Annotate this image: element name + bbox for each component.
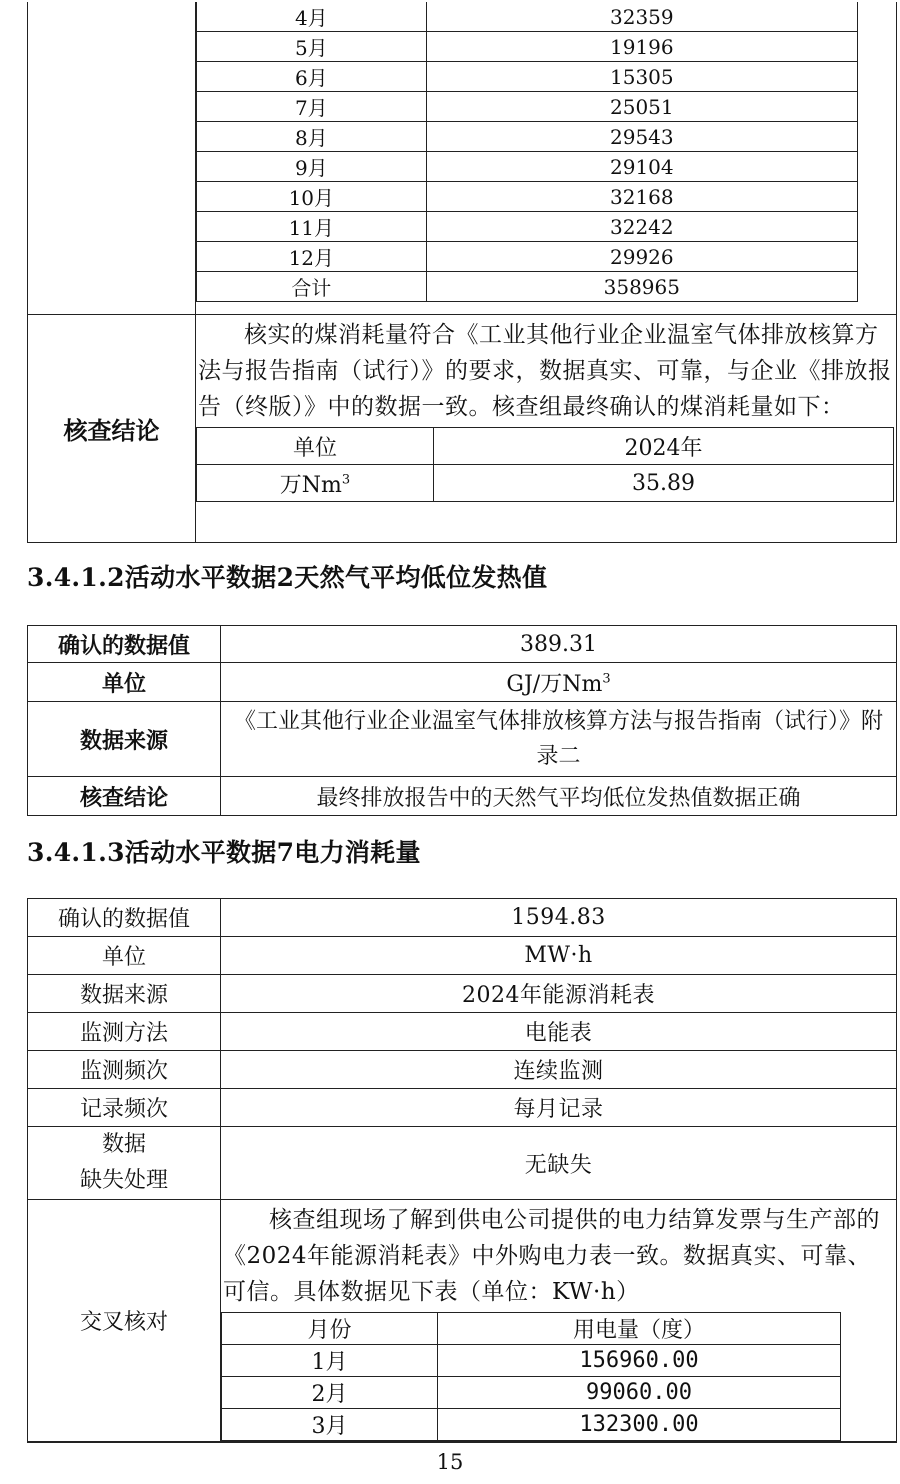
elec-confirmed-value: 1594.83 bbox=[221, 899, 897, 937]
gas-unit-label: 单位 bbox=[28, 663, 221, 702]
coal-consumption-table bbox=[27, 2, 897, 543]
monthly-coal-value: 29926 bbox=[426, 242, 857, 272]
monthly-coal-row bbox=[197, 92, 858, 122]
monthly-coal-month: 6月 bbox=[197, 62, 427, 92]
elec-unit-value: MW·h bbox=[221, 937, 897, 975]
elec-row-usage: 156960.00 bbox=[438, 1345, 841, 1377]
coal-unit-table bbox=[196, 427, 894, 502]
elec-unit-label: 单位 bbox=[28, 937, 221, 975]
monthly-electricity-row bbox=[222, 1409, 841, 1441]
coal-conclusion-text: 核实的煤消耗量符合《工业其他行业企业温室气体排放核算方法与报告指南（试行）》的要求，数据真实、可靠，与企业《排放报告（终版）》中的数据一致。核查组最终确认的煤消耗量如下： bbox=[198, 322, 892, 420]
coal-unit-value: 万Nm$^3$ bbox=[197, 465, 434, 502]
coal-confirmed-value: 35.89 bbox=[434, 465, 894, 502]
gas-heat-value-table bbox=[27, 625, 897, 816]
coal-conclusion-cell bbox=[196, 315, 897, 543]
monthly-coal-month: 10月 bbox=[197, 182, 427, 212]
monthly-electricity-row bbox=[222, 1345, 841, 1377]
section-heading-gas-heat-value: 3.4.1.2活动水平数据2天然气平均低位发热值 bbox=[27, 563, 548, 592]
monthly-coal-row bbox=[197, 212, 858, 242]
section-heading-electricity: 3.4.1.3活动水平数据7电力消耗量 bbox=[27, 838, 421, 867]
coal-unit-header: 单位 bbox=[197, 428, 434, 465]
monthly-coal-row bbox=[197, 152, 858, 182]
page-number: 15 bbox=[436, 1450, 464, 1474]
gas-conclusion-value: 最终排放报告中的天然气平均低位发热值数据正确 bbox=[221, 777, 897, 816]
gas-source-value: 《工业其他行业企业温室气体排放核算方法与报告指南（试行）》附录二 bbox=[221, 702, 897, 777]
elec-cross-check-cell bbox=[221, 1200, 897, 1442]
monthly-coal-value: 29543 bbox=[426, 122, 857, 152]
monthly-coal-value: 32168 bbox=[426, 182, 857, 212]
monthly-coal-row bbox=[197, 272, 858, 302]
monthly-coal-value: 25051 bbox=[426, 92, 857, 122]
monthly-coal-row bbox=[197, 2, 858, 32]
monthly-electricity-row bbox=[222, 1377, 841, 1409]
monthly-coal-month: 11月 bbox=[197, 212, 427, 242]
monthly-electricity-table bbox=[221, 1312, 841, 1441]
elec-row-usage: 132300.00 bbox=[438, 1409, 841, 1441]
elec-source-value: 2024年能源消耗表 bbox=[221, 975, 897, 1013]
elec-record-label: 记录频次 bbox=[28, 1089, 221, 1127]
gas-confirmed-label: 确认的数据值 bbox=[28, 626, 221, 663]
monthly-coal-month: 合计 bbox=[197, 272, 427, 302]
gas-unit-value: GJ/万Nm$^3$ bbox=[221, 663, 897, 702]
monthly-coal-value: 15305 bbox=[426, 62, 857, 92]
elec-missing-value: 无缺失 bbox=[221, 1127, 897, 1200]
elec-frequency-value: 连续监测 bbox=[221, 1051, 897, 1089]
monthly-coal-month: 5月 bbox=[197, 32, 427, 62]
elec-cross-check-text: 核查组现场了解到供电公司提供的电力结算发票与生产部的《2024年能源消耗表》中外购电力表一致。数据真实、可靠、可信。具体数据见下表（单位：KW·h） bbox=[223, 1207, 880, 1305]
monthly-coal-table bbox=[196, 2, 858, 302]
elec-month-header: 月份 bbox=[222, 1313, 438, 1345]
monthly-coal-month: 4月 bbox=[197, 2, 427, 32]
elec-row-month: 2月 bbox=[222, 1377, 438, 1409]
coal-conclusion-label: 核查结论 bbox=[28, 315, 196, 543]
elec-row-month: 1月 bbox=[222, 1345, 438, 1377]
monthly-coal-month: 12月 bbox=[197, 242, 427, 272]
table1-blank-label-cell bbox=[28, 2, 196, 315]
elec-missing-label: 数据 缺失处理 bbox=[28, 1127, 221, 1200]
monthly-coal-month: 9月 bbox=[197, 152, 427, 182]
elec-confirmed-label: 确认的数据值 bbox=[28, 899, 221, 937]
coal-year-header: 2024年 bbox=[434, 428, 894, 465]
monthly-coal-value: 29104 bbox=[426, 152, 857, 182]
elec-row-month: 3月 bbox=[222, 1409, 438, 1441]
gas-source-label: 数据来源 bbox=[28, 702, 221, 777]
monthly-coal-row bbox=[197, 122, 858, 152]
gas-conclusion-label: 核查结论 bbox=[28, 777, 221, 816]
monthly-table-cell bbox=[196, 2, 897, 315]
elec-method-label: 监测方法 bbox=[28, 1013, 221, 1051]
gas-confirmed-value: 389.31 bbox=[221, 626, 897, 663]
table3-bottom-border bbox=[27, 1441, 897, 1443]
monthly-coal-value: 32242 bbox=[426, 212, 857, 242]
monthly-coal-value: 32359 bbox=[426, 2, 857, 32]
elec-record-value: 每月记录 bbox=[221, 1089, 897, 1127]
monthly-coal-month: 7月 bbox=[197, 92, 427, 122]
monthly-coal-row bbox=[197, 242, 858, 272]
monthly-coal-value: 19196 bbox=[426, 32, 857, 62]
monthly-coal-row bbox=[197, 182, 858, 212]
electricity-consumption-table bbox=[27, 898, 897, 1441]
monthly-coal-month: 8月 bbox=[197, 122, 427, 152]
elec-frequency-label: 监测频次 bbox=[28, 1051, 221, 1089]
elec-cross-check-label: 交叉核对 bbox=[28, 1200, 221, 1442]
elec-row-usage: 99060.00 bbox=[438, 1377, 841, 1409]
elec-method-value: 电能表 bbox=[221, 1013, 897, 1051]
monthly-coal-row bbox=[197, 32, 858, 62]
monthly-coal-value: 358965 bbox=[426, 272, 857, 302]
elec-usage-header: 用电量（度） bbox=[438, 1313, 841, 1345]
monthly-coal-row bbox=[197, 62, 858, 92]
elec-source-label: 数据来源 bbox=[28, 975, 221, 1013]
